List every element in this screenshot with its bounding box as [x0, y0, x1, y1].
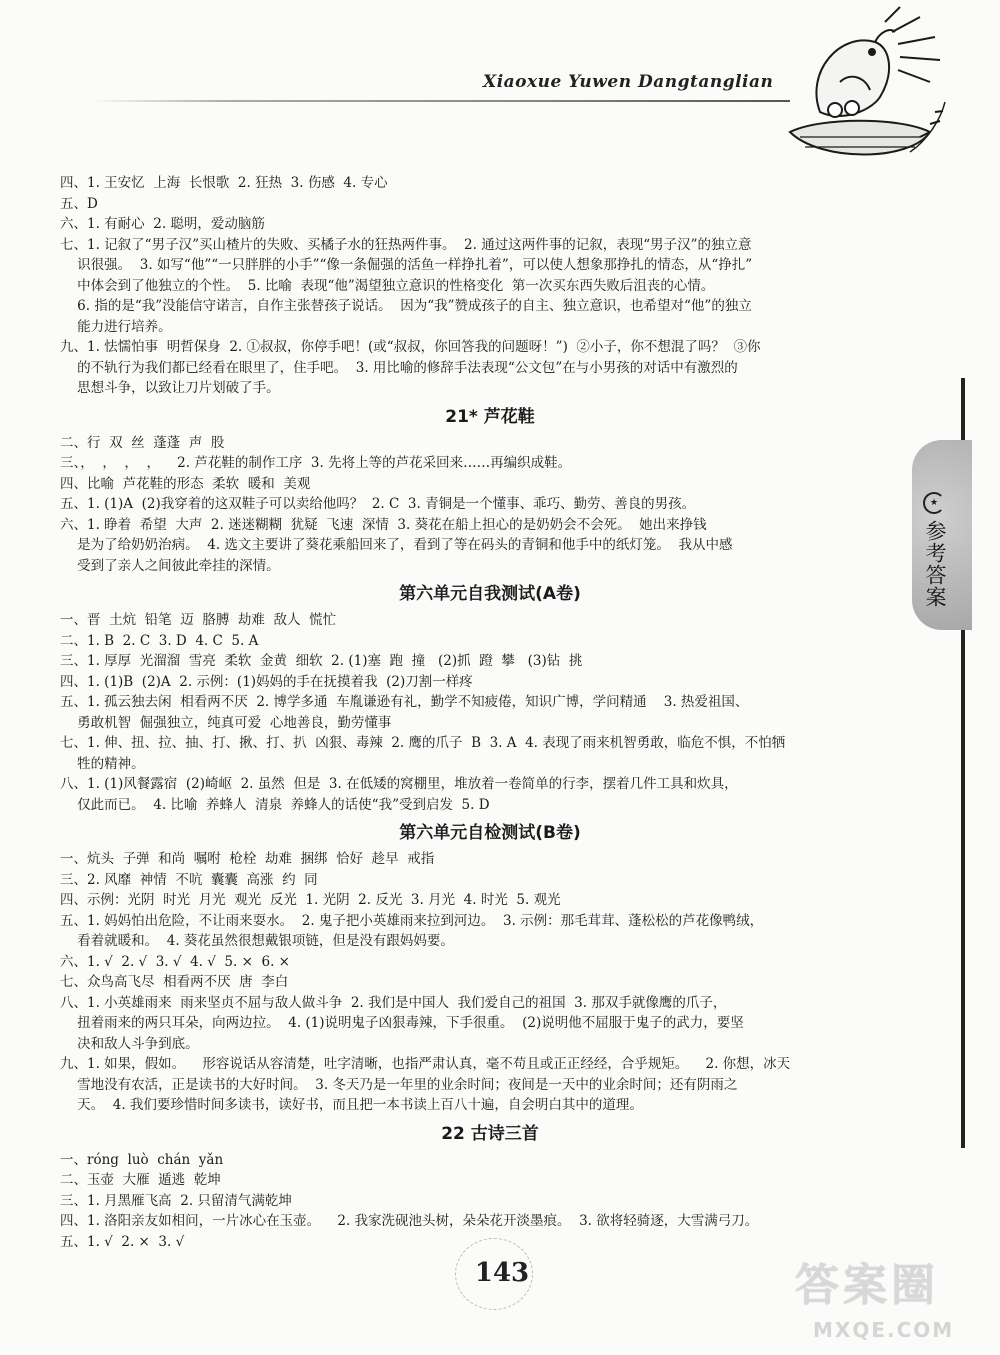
- watermark-top: 答案圈: [795, 1260, 939, 1311]
- side-tab-circle-icon: ★: [923, 492, 945, 514]
- answer-line: 八、1. 小英雄雨来 雨来坚贞不屈与敌人做斗争 2. 我们是中国人 我们爱自己的祖国 3. 那双手就像鹰的爪子，: [60, 994, 727, 1011]
- answer-line: 五、1. (1)A (2)我穿着的这双鞋子可以卖给他吗？ 2. C 3. 青铜是一个懂事、乖巧、勤劳、善良的男孩。: [60, 496, 696, 512]
- answer-line: 受到了亲人之间彼此牵挂的深情。: [60, 557, 280, 574]
- answer-line: 六、1. 睁着 希望 大声 2. 迷迷糊糊 犹疑 飞速 深情 3. 葵花在船上担心的是奶奶会不会死。 她出来挣钱: [60, 516, 707, 533]
- answer-line: 三、1. 月黑雁飞高 2. 只留清气满乾坤: [60, 1192, 292, 1209]
- answer-line: 牲的精神。: [60, 755, 145, 772]
- answer-line: 四、1. (1)B (2)A 2. 示例：(1)妈妈的手在抚摸着我 (2)刀割一样疼: [60, 673, 473, 690]
- answer-line: 九、1. 如果，假如。 形容说话从容清楚，吐字清晰，也指严肃认真，毫不苟且或正正经经，合乎规矩。 2. 你想，冰天: [60, 1056, 791, 1072]
- answer-line: 决和敌人斗争到底。: [60, 1035, 199, 1052]
- answer-line: 四、1. 王安忆 上海 长恨歌 2. 狂热 3. 伤感 4. 专心: [60, 175, 388, 191]
- answer-line: 四、1. 洛阳亲友如相问，一片冰心在玉壶。 2. 我家洗砚池头树，朵朵花开淡墨痕。 3. 欲将轻骑逐，大雪满弓刀。: [60, 1213, 759, 1229]
- answer-line: 识很强。 3. 如写“他”“一只胖胖的小手”“像一条倔强的活鱼一样挣扎着”，可以使人想象那挣扎的情态，从“挣扎”: [60, 257, 753, 273]
- answer-line: 五、1. 孤云独去闲 相看两不厌 2. 博学多通 车胤谦逊有礼，勤学不知疲倦，知识广博，学问精通 3. 热爱祖国、: [60, 694, 749, 710]
- answer-line: 四、比喻 芦花鞋的形态 柔软 暖和 美观: [60, 475, 311, 492]
- answer-line: 七、1. 记叙了“男子汉”买山楂片的失败、买橘子水的狂热两件事。 2. 通过这两件事的记叙，表现“男子汉”的独立意: [60, 236, 752, 253]
- answer-line: 三、1. 厚厚 光溜溜 雪亮 柔软 金黄 细软 2. (1)塞 跑 撞 (2)抓 蹬 攀 (3)钻 挑: [60, 653, 583, 669]
- answer-line: 五、1. 妈妈怕出危险，不让雨来耍水。 2. 鬼子把小英雄雨来拉到河边。 3. 示例：那毛茸茸、蓬松松的芦花像鸭绒，: [60, 912, 764, 929]
- answer-line: 仅此而已。 4. 比喻 养蜂人 清泉 养蜂人的话使“我”受到启发 5. D: [60, 796, 490, 813]
- answer-line: 五、D: [60, 195, 98, 212]
- answer-line: 一、晋 土炕 铅笔 迈 胳膊 劫难 敌人 慌忙: [60, 612, 337, 628]
- answer-line: 是为了给奶奶治病。 4. 选文主要讲了葵花乘船回来了，看到了等在码头的青铜和他手中的纸灯笼。 我从中感: [60, 537, 733, 553]
- answer-line: 一、róng luò chán yǎn: [60, 1151, 224, 1168]
- answer-line: 八、1. (1)风餐露宿 (2)崎岖 2. 虽然 但是 3. 在低矮的窝棚里，堆放着一卷简单的行李，摆着几件工具和炊具，: [60, 776, 738, 792]
- answer-line: 二、行 双 丝 蓬蓬 声 股: [60, 434, 225, 451]
- answer-line: 思想斗争，以致让刀片划破了手。: [60, 380, 280, 396]
- header-title: Xiaoxue Yuwen Dangtanglian: [483, 72, 774, 92]
- header-rule: [90, 100, 790, 102]
- answer-line: 雪地没有农活，正是读书的大好时间。 3. 冬天乃是一年里的业余时间；夜间是一天中的业余时间；还有阴雨之: [60, 1076, 738, 1093]
- watermark: [795, 1255, 990, 1350]
- answer-line: 能力进行培养。: [60, 318, 172, 335]
- answer-line: 三、， ， ， ， 2. 芦花鞋的制作工序 3. 先将上等的芦花采回来……再编织成鞋。: [60, 455, 572, 471]
- answer-line: 六、1. √ 2. √ 3. √ 4. √ 5. × 6. ×: [60, 953, 290, 970]
- answer-line: 看着就暖和。 4. 葵花虽然很想戴银项链，但是没有跟妈妈要。: [60, 933, 454, 949]
- answer-line: 三、2. 风靡 神情 不吭 囊囊 高涨 约 同: [60, 871, 318, 888]
- answer-line: 6. 指的是“我”没能信守诺言，自作主张替孩子说话。 因为“我”赞成孩子的自主、独立意识，也希望对“他”的独立: [60, 298, 752, 314]
- watermark-bottom: MXQE.COM: [813, 1318, 955, 1342]
- answer-line: 四、示例：光阴 时光 月光 观光 反光 1. 光阴 2. 反光 3. 月光 4. 时光 5. 观光: [60, 892, 561, 908]
- answer-line: 二、玉壶 大雁 遁逃 乾坤: [60, 1172, 221, 1188]
- answer-line: 二、1. B 2. C 3. D 4. C 5. A: [60, 632, 259, 649]
- answer-line: 一、炕头 子弹 和尚 嘱咐 枪栓 劫难 捆绑 恰好 趁早 戒指: [60, 851, 435, 867]
- answer-line: 天。 4. 我们要珍惜时间多读书，读好书，而且把一本书读上百八十遍，自会明白其中的道理。: [60, 1097, 643, 1113]
- bird-nest-icon: [780, 2, 950, 182]
- section-title: 22 古诗三首: [441, 1123, 539, 1144]
- answer-line: 扭着雨来的两只耳朵，向两边拉。 4. (1)说明鬼子凶狠毒辣，下手很重。 (2)说明他不屈服于鬼子的武力，要坚: [60, 1015, 744, 1031]
- section-title: 第六单元自检测试(B卷): [399, 823, 581, 843]
- answer-line: 六、1. 有耐心 2. 聪明，爱动脑筋: [60, 216, 265, 232]
- answer-line: 勇敢机智 倔强独立，纯真可爱 心地善良，勤劳懂事: [60, 714, 392, 731]
- answer-line: 七、众鸟高飞尽 相看两不厌 唐 李白: [60, 974, 289, 990]
- answer-line: 中体会到了他独立的个性。 5. 比喻 表现“他”渴望独立意识的性格变化 第一次买东西失败后沮丧的心情。: [60, 277, 715, 294]
- answer-line: 九、1. 怯懦怕事 明哲保身 2. ①叔叔，你停手吧！(或“叔叔，你回答我的问题呀！”) ②小子，你不想混了吗？ ③你: [60, 339, 761, 355]
- answer-line: 五、1. √ 2. × 3. √: [60, 1233, 185, 1250]
- page-number: 143: [474, 1258, 530, 1288]
- answer-line: 七、1. 伸、扭、拉、抽、打、揪、打、扒 凶狠、毒辣 2. 鹰的爪子 B 3. A 4. 表现了雨来机智勇敢，临危不惧，不怕牺: [60, 735, 786, 751]
- answer-line: 的不轨行为我们都已经看在眼里了，住手吧。 3. 用比喻的修辞手法表现“公文包”在与小男孩的对话中有激烈的: [60, 359, 738, 376]
- answer-content: [60, 173, 920, 1252]
- section-title: 第六单元自我测试(A卷): [399, 584, 581, 604]
- side-tab-label: 参考答案: [923, 520, 947, 608]
- section-title: 21* 芦花鞋: [445, 406, 535, 427]
